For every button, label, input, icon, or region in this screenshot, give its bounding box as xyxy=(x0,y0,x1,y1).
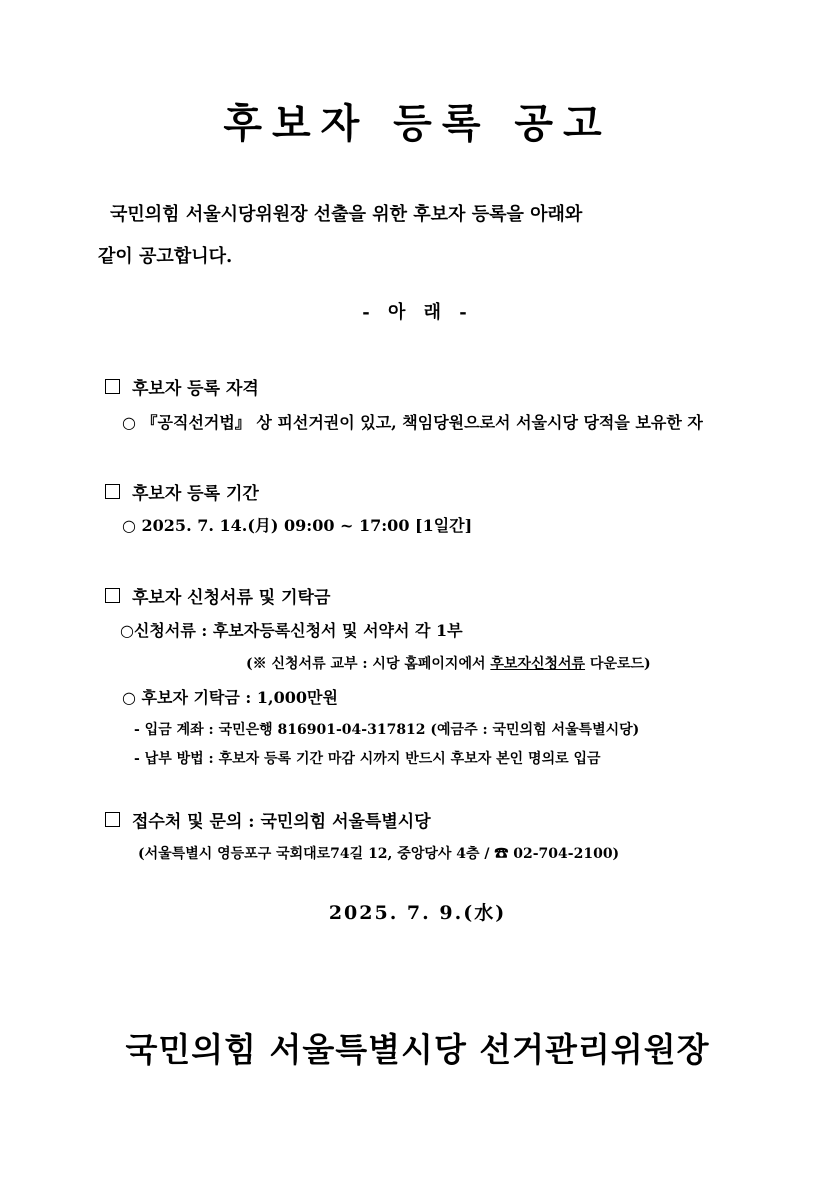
deposit-account: - 입금 계좌 : 국민은행 816901-04-317812 (예금주 : 국민의힘 서울특별시당) xyxy=(134,722,640,738)
documents-note-suffix: 다운로드) xyxy=(585,656,651,672)
checkbox-square-icon xyxy=(105,379,120,394)
documents-note xyxy=(246,653,651,673)
announcement-date: 2025. 7. 9.(水) xyxy=(328,902,507,924)
documents-item: ○신청서류 : 후보자등록신청서 및 서약서 각 1부 xyxy=(120,621,463,640)
checkbox-square-icon xyxy=(105,812,120,827)
page-title: 후보자 등록 공고 xyxy=(223,101,612,147)
deposit-method: - 납부 방법 : 후보자 등록 기간 마감 시까지 반드시 후보자 본인 명의로 입금 xyxy=(134,751,601,767)
intro-line-1: 국민의힘 서울시당위원장 선출을 위한 후보자 등록을 아래와 xyxy=(110,204,583,225)
application-forms-link[interactable]: 후보자신청서류 xyxy=(490,656,586,672)
checkbox-square-icon xyxy=(105,484,120,499)
section-heading-text: 후보자 등록 자격 xyxy=(132,379,259,399)
section-divider-arae: - 아 래 - xyxy=(362,302,473,323)
section-period-heading xyxy=(105,479,259,504)
section-heading-text: 후보자 등록 기간 xyxy=(132,484,259,504)
section-qualification-heading xyxy=(105,374,259,399)
deposit-item: ○ 후보자 기탁금 : 1,000만원 xyxy=(122,688,338,707)
qualification-item: ○ 『공직선거법』 상 피선거권이 있고, 책임당원으로서 서울시당 당적을 보유한 자 xyxy=(122,413,703,432)
section-contact-heading xyxy=(105,807,431,832)
checkbox-square-icon xyxy=(105,588,120,603)
section-heading-text: 접수처 및 문의 : 국민의힘 서울특별시당 xyxy=(132,812,431,832)
contact-address: (서울특별시 영등포구 국회대로74길 12, 중앙당사 4층 / ☎ 02-704-2100) xyxy=(138,846,620,862)
section-documents-heading xyxy=(105,583,330,608)
period-item: ○ 2025. 7. 14.(月) 09:00 ~ 17:00 [1일간] xyxy=(122,516,473,535)
issuing-organization: 국민의힘 서울특별시당 선거관리위원장 xyxy=(125,1030,710,1069)
intro-line-2: 같이 공고합니다. xyxy=(98,246,233,267)
documents-note-prefix: (※ 신청서류 교부 : 시당 홈페이지에서 xyxy=(246,656,491,672)
section-heading-text: 후보자 신청서류 및 기탁금 xyxy=(132,588,331,608)
